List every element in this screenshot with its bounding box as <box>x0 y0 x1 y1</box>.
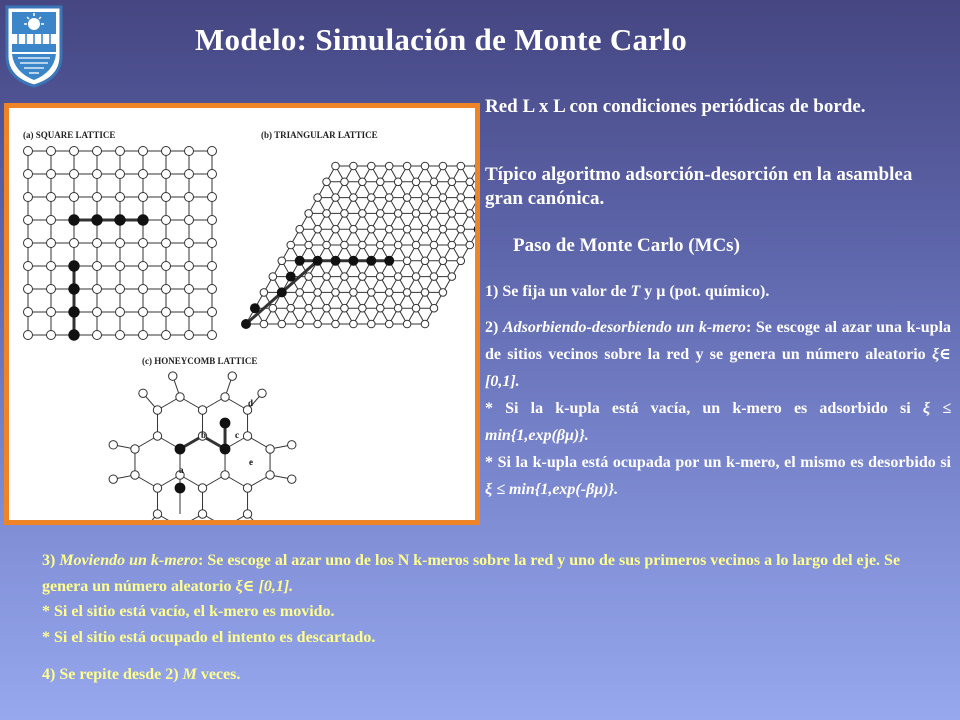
empty-site <box>70 239 79 248</box>
empty-site <box>359 273 367 281</box>
empty-site <box>376 210 384 218</box>
square-lattice <box>24 147 217 341</box>
lattice-figure <box>4 103 480 525</box>
empty-site <box>403 162 411 170</box>
step-3-empty-rule: * Si el sitio está vacío, el k-mero es movido. <box>42 603 335 620</box>
step-2-description: 2) Adsorbiendo-desorbiendo un k-mero: Se escoge al azar una k-upla de sitios vecinos sobre la red y se genera un número aleatorio ξ∈ [0,1]. <box>485 319 952 390</box>
empty-site <box>376 273 384 281</box>
empty-site <box>208 262 217 271</box>
empty-site <box>448 210 456 218</box>
empty-site <box>169 372 177 380</box>
empty-site <box>385 162 393 170</box>
empty-site <box>314 289 322 297</box>
empty-site <box>296 225 304 233</box>
empty-site <box>208 147 217 156</box>
empty-site <box>439 194 447 202</box>
empty-site <box>430 210 438 218</box>
empty-site <box>439 162 447 170</box>
empty-site <box>185 216 194 225</box>
empty-site <box>278 320 286 328</box>
empty-site <box>394 241 402 249</box>
empty-site <box>116 170 125 179</box>
empty-site <box>403 257 411 265</box>
lattice-diagram <box>9 108 475 520</box>
empty-site <box>221 471 229 479</box>
occupied-site <box>474 193 475 203</box>
empty-site <box>412 178 420 186</box>
empty-site <box>296 320 304 328</box>
empty-site <box>457 194 465 202</box>
empty-site <box>332 225 340 233</box>
empty-site <box>208 216 217 225</box>
occupied-site <box>68 306 79 317</box>
empty-site <box>385 320 393 328</box>
empty-site <box>341 241 349 249</box>
empty-site <box>323 304 331 312</box>
empty-site <box>139 285 148 294</box>
empty-site <box>93 331 102 340</box>
empty-site <box>93 308 102 317</box>
empty-site <box>47 193 56 202</box>
empty-site <box>323 241 331 249</box>
empty-site <box>70 193 79 202</box>
empty-site <box>332 194 340 202</box>
empty-site <box>185 193 194 202</box>
empty-site <box>208 239 217 248</box>
empty-site <box>359 210 367 218</box>
empty-site <box>430 273 438 281</box>
empty-site <box>24 216 33 225</box>
empty-site <box>131 445 139 453</box>
empty-site <box>243 510 251 518</box>
empty-site <box>24 147 33 156</box>
triangular-lattice <box>241 162 475 329</box>
empty-site <box>466 210 474 218</box>
empty-site <box>350 289 358 297</box>
empty-site <box>466 241 474 249</box>
empty-site <box>341 178 349 186</box>
empty-site <box>139 331 148 340</box>
site-label-e: e <box>249 457 253 467</box>
step-2 <box>485 314 951 503</box>
empty-site <box>139 262 148 271</box>
empty-site <box>93 239 102 248</box>
empty-site <box>162 285 171 294</box>
step-2-occupied-rule: * Si la k-upla está ocupada por un k-mero, el mismo es desorbido si ξ ≤ min{1,exp(-βμ)}. <box>485 454 951 498</box>
empty-site <box>176 393 184 401</box>
empty-site <box>350 320 358 328</box>
empty-site <box>185 308 194 317</box>
empty-site <box>221 393 229 401</box>
step-4: 4) Se repite desde 2) M veces. <box>42 666 241 683</box>
empty-site <box>314 194 322 202</box>
intro-algorithm: Típico algoritmo adsorción-desorción en la asamblea gran canónica. <box>485 164 913 209</box>
empty-site <box>385 289 393 297</box>
empty-site <box>116 193 125 202</box>
empty-site <box>116 147 125 156</box>
empty-site <box>457 162 465 170</box>
empty-site <box>341 210 349 218</box>
empty-site <box>385 225 393 233</box>
empty-site <box>266 471 274 479</box>
lattice-bond <box>461 166 475 213</box>
empty-site <box>24 285 33 294</box>
empty-site <box>47 216 56 225</box>
empty-site <box>439 289 447 297</box>
empty-site <box>430 241 438 249</box>
empty-site <box>269 273 277 281</box>
empty-site <box>93 193 102 202</box>
lattice-bond <box>327 182 408 324</box>
empty-site <box>287 241 295 249</box>
empty-site <box>305 304 313 312</box>
empty-site <box>208 308 217 317</box>
empty-site <box>109 441 117 449</box>
occupied-site <box>277 287 287 297</box>
empty-site <box>47 331 56 340</box>
empty-site <box>260 289 268 297</box>
empty-site <box>153 510 161 518</box>
empty-site <box>403 289 411 297</box>
empty-site <box>185 170 194 179</box>
empty-site <box>162 331 171 340</box>
occupied-site <box>348 256 358 266</box>
occupied-site <box>68 260 79 271</box>
empty-site <box>394 178 402 186</box>
empty-site <box>208 285 217 294</box>
empty-site <box>139 239 148 248</box>
occupied-site <box>91 214 102 225</box>
empty-site <box>47 262 56 271</box>
empty-site <box>185 262 194 271</box>
occupied-site <box>295 256 305 266</box>
empty-site <box>208 193 217 202</box>
empty-site <box>412 304 420 312</box>
empty-site <box>448 178 456 186</box>
empty-site <box>198 406 206 414</box>
empty-site <box>109 475 117 483</box>
occupied-site <box>241 319 251 329</box>
empty-site <box>376 304 384 312</box>
empty-site <box>162 147 171 156</box>
empty-site <box>131 471 139 479</box>
empty-site <box>368 320 376 328</box>
empty-site <box>185 147 194 156</box>
mcs-heading: Paso de Monte Carlo (MCs) <box>513 235 740 256</box>
empty-site <box>93 170 102 179</box>
empty-site <box>116 285 125 294</box>
empty-site <box>269 304 277 312</box>
empty-site <box>421 320 429 328</box>
occupied-site <box>175 483 186 494</box>
empty-site <box>162 170 171 179</box>
empty-site <box>430 178 438 186</box>
empty-site <box>421 257 429 265</box>
empty-site <box>430 304 438 312</box>
empty-site <box>421 194 429 202</box>
empty-site <box>162 308 171 317</box>
empty-site <box>376 178 384 186</box>
empty-site <box>305 210 313 218</box>
empty-site <box>359 178 367 186</box>
empty-site <box>368 162 376 170</box>
empty-site <box>412 241 420 249</box>
empty-site <box>139 308 148 317</box>
empty-site <box>466 178 474 186</box>
triangular-lattice-label: (b) TRIANGULAR LATTICE <box>261 130 378 140</box>
page-title: Modelo: Simulación de Monte Carlo <box>195 22 688 57</box>
empty-site <box>412 273 420 281</box>
occupied-site <box>384 256 394 266</box>
empty-site <box>323 210 331 218</box>
empty-site <box>278 257 286 265</box>
empty-site <box>162 239 171 248</box>
empty-site <box>47 170 56 179</box>
intro-periodic: Red L x L con condiciones periódicas de borde. <box>485 96 866 117</box>
empty-site <box>208 170 217 179</box>
empty-site <box>24 331 33 340</box>
site-label-a: a <box>179 465 184 475</box>
empty-site <box>421 162 429 170</box>
occupied-site <box>250 303 260 313</box>
honeycomb-lattice <box>109 372 296 520</box>
empty-site <box>24 170 33 179</box>
occupied-site <box>286 272 296 282</box>
empty-site <box>139 193 148 202</box>
empty-site <box>332 320 340 328</box>
empty-site <box>403 320 411 328</box>
empty-site <box>323 273 331 281</box>
empty-site <box>394 273 402 281</box>
empty-site <box>394 210 402 218</box>
empty-site <box>24 308 33 317</box>
empty-site <box>47 147 56 156</box>
empty-site <box>350 225 358 233</box>
occupied-site <box>175 444 186 455</box>
empty-site <box>332 289 340 297</box>
empty-site <box>185 285 194 294</box>
empty-site <box>116 331 125 340</box>
empty-site <box>394 304 402 312</box>
empty-site <box>153 484 161 492</box>
empty-site <box>153 432 161 440</box>
empty-site <box>439 257 447 265</box>
empty-site <box>139 389 147 397</box>
empty-site <box>288 475 296 483</box>
empty-site <box>412 210 420 218</box>
occupied-site <box>474 224 475 234</box>
empty-site <box>185 331 194 340</box>
step-2-empty-rule: * Si la k-upla está vacía, un k-mero es adsorbido si ξ ≤ min{1,exp(βμ)}. <box>485 400 951 444</box>
empty-site <box>403 225 411 233</box>
honeycomb-lattice-label: (c) HONEYCOMB LATTICE <box>142 356 258 366</box>
lattice-bond <box>425 166 470 245</box>
step-3-description: 3) Moviendo un k-mero: Se escoge al azar uno de los N k-meros sobre la red y uno de sus primeros vecinos a lo largo del eje. Se genera un número aleatorio ξ∈ [0,1]. <box>42 552 901 595</box>
empty-site <box>243 484 251 492</box>
empty-site <box>359 241 367 249</box>
empty-site <box>457 225 465 233</box>
empty-site <box>162 193 171 202</box>
empty-site <box>47 308 56 317</box>
empty-site <box>24 262 33 271</box>
occupied-site <box>137 214 148 225</box>
occupied-site <box>313 256 323 266</box>
empty-site <box>341 304 349 312</box>
empty-site <box>153 406 161 414</box>
empty-site <box>198 510 206 518</box>
empty-site <box>162 216 171 225</box>
occupied-site <box>68 329 79 340</box>
empty-site <box>385 194 393 202</box>
empty-site <box>376 241 384 249</box>
square-lattice-label: (a) SQUARE LATTICE <box>23 130 116 140</box>
empty-site <box>421 289 429 297</box>
empty-site <box>368 225 376 233</box>
occupied-site <box>220 444 231 455</box>
empty-site <box>24 239 33 248</box>
empty-site <box>208 331 217 340</box>
empty-site <box>448 241 456 249</box>
empty-site <box>439 225 447 233</box>
empty-site <box>332 162 340 170</box>
empty-site <box>341 273 349 281</box>
empty-site <box>288 441 296 449</box>
empty-site <box>305 241 313 249</box>
empty-site <box>24 193 33 202</box>
empty-site <box>47 239 56 248</box>
empty-site <box>368 289 376 297</box>
empty-site <box>350 194 358 202</box>
empty-site <box>139 170 148 179</box>
university-logo <box>4 4 64 88</box>
empty-site <box>198 484 206 492</box>
empty-site <box>266 445 274 453</box>
step-3 <box>42 548 922 650</box>
step-3-occupied-rule: * Si el sitio está ocupado el intento es descartado. <box>42 628 376 646</box>
occupied-site <box>68 283 79 294</box>
lattice-bond <box>353 166 434 308</box>
empty-site <box>47 285 56 294</box>
empty-site <box>314 225 322 233</box>
empty-site <box>93 262 102 271</box>
occupied-site <box>366 256 376 266</box>
empty-site <box>403 194 411 202</box>
empty-site <box>260 320 268 328</box>
empty-site <box>70 170 79 179</box>
empty-site <box>185 239 194 248</box>
site-label-b: b <box>201 430 207 440</box>
empty-site <box>70 147 79 156</box>
step-1: 1) Se fija un valor de T y μ (pot. químico). <box>485 283 770 300</box>
empty-site <box>368 194 376 202</box>
site-label-c: c <box>235 430 239 440</box>
empty-site <box>116 308 125 317</box>
empty-site <box>296 289 304 297</box>
empty-site <box>93 147 102 156</box>
occupied-site <box>68 214 79 225</box>
empty-site <box>457 257 465 265</box>
site-label-d: d <box>248 398 254 408</box>
empty-site <box>287 304 295 312</box>
occupied-site <box>331 256 341 266</box>
empty-site <box>116 239 125 248</box>
empty-site <box>228 372 236 380</box>
empty-site <box>162 262 171 271</box>
empty-site <box>448 273 456 281</box>
occupied-site <box>114 214 125 225</box>
empty-site <box>359 304 367 312</box>
empty-site <box>350 162 358 170</box>
empty-site <box>243 432 251 440</box>
empty-site <box>314 320 322 328</box>
empty-site <box>116 262 125 271</box>
empty-site <box>258 389 266 397</box>
empty-site <box>421 225 429 233</box>
empty-site <box>93 285 102 294</box>
empty-site <box>323 178 331 186</box>
empty-site <box>139 147 148 156</box>
empty-site <box>305 273 313 281</box>
occupied-site <box>220 418 231 429</box>
